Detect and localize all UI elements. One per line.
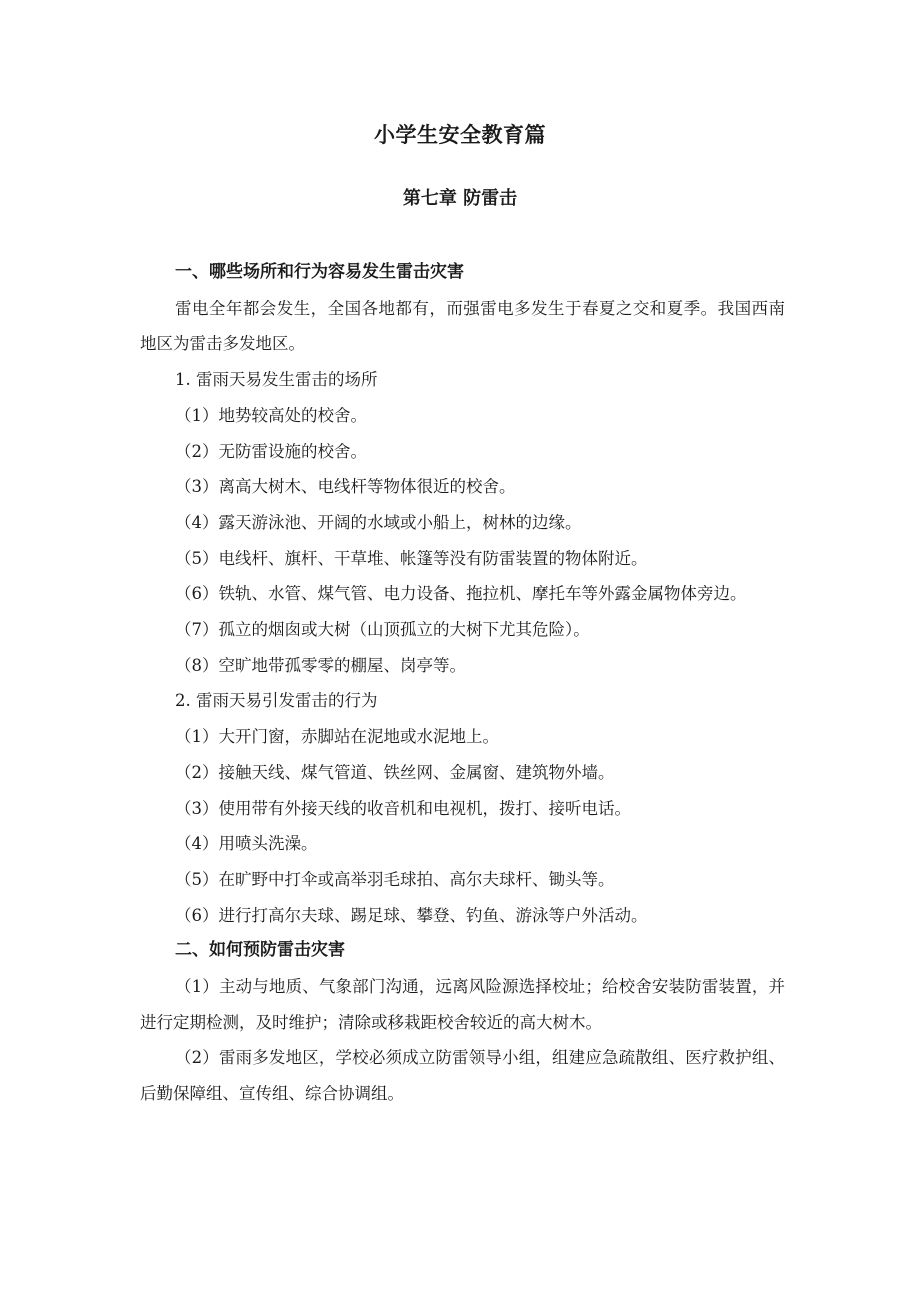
paragraph: （2）雷雨多发地区，学校必须成立防雷领导小组，组建应急疏散组、医疗救护组、后勤保障组、宣传组、综合协调组。 xyxy=(140,1048,785,1104)
list-item: （2）接触天线、煤气管道、铁丝网、金属窗、建筑物外墙。 xyxy=(175,762,615,782)
section-heading: 一、哪些场所和行为容易发生雷击灾害 xyxy=(175,262,464,282)
list-item: （6）铁轨、水管、煤气管、电力设备、拖拉机、摩托车等外露金属物体旁边。 xyxy=(175,584,747,604)
list-item: （6）进行打高尔夫球、踢足球、攀登、钓鱼、游泳等户外活动。 xyxy=(175,905,648,925)
list-item: （5）在旷野中打伞或高举羽毛球拍、高尔夫球杆、锄头等。 xyxy=(175,869,615,889)
list-item: （5）电线杆、旗杆、干草堆、帐篷等没有防雷装置的物体附近。 xyxy=(175,548,648,568)
subsection-title: 1. 雷雨天易发生雷击的场所 xyxy=(175,370,378,390)
paragraph: （1）主动与地质、气象部门沟通，远离风险源选择校址；给校舍安装防雷装置，并进行定期检测，及时维护；清除或移栽距校舍较近的高大树木。 xyxy=(140,977,785,1032)
paragraph: 雷电全年都会发生，全国各地都有，而强雷电多发生于春夏之交和夏季。我国西南地区为雷击多发地区。 xyxy=(140,298,785,354)
document-body xyxy=(140,255,785,1112)
list-item: （8）空旷地带孤零零的棚屋、岗亭等。 xyxy=(175,655,466,675)
list-item: （4）用喷头洗澡。 xyxy=(175,834,318,854)
section-heading: 二、如何预防雷击灾害 xyxy=(175,940,345,961)
list-item: （3）使用带有外接天线的收音机和电视机，拨打、接听电话。 xyxy=(175,798,631,818)
list-item: （1）地势较高处的校舍。 xyxy=(175,405,367,425)
list-item: （2）无防雷设施的校舍。 xyxy=(175,441,367,461)
chapter-title: 第七章 防雷击 xyxy=(402,188,518,209)
list-item: （7）孤立的烟囱或大树（山顶孤立的大树下尤其危险）。 xyxy=(175,620,590,640)
list-item: （3）离高大树木、电线杆等物体很近的校舍。 xyxy=(175,477,516,497)
subsection-title: 2. 雷雨天易引发雷击的行为 xyxy=(175,691,378,711)
list-item: （1）大开门窗，赤脚站在泥地或水泥地上。 xyxy=(175,727,499,747)
document-title: 小学生安全教育篇 xyxy=(374,123,546,147)
list-item: （4）露天游泳池、开阔的水域或小船上，树林的边缘。 xyxy=(175,512,582,532)
